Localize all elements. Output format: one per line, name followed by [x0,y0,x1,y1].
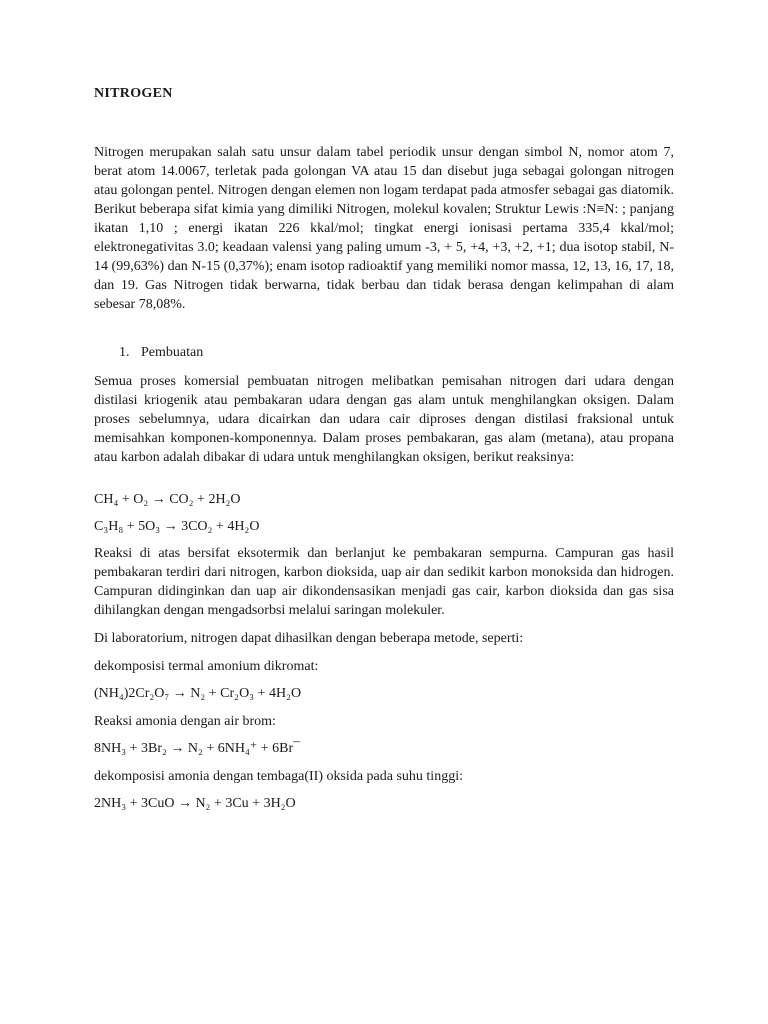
equation-ammonia-bromine: 8NH₃ + 3Br₂ → N₂ + 6NH₄⁺ + 6Br¯ [94,741,301,756]
process-paragraph: Semua proses komersial pembuatan nitrogen melibatkan pemisahan nitrogen dari udara dengan distilasi kriogenik atau pembakaran udara dengan gas alam untuk menghilangkan oksigen. Dalam proses sebelumnya, udara dicairkan dan udara cair diproses dengan distilasi fraksional untuk memisahkan komponen-komponennya. Dalam proses pembakaran, gas alam (metana), atau propana atau karbon adalah dibakar di udara untuk menghilangkan oksigen, berikut reaksinya: [94,374,674,465]
section-heading [119,343,203,362]
section-title: Pembuatan [141,345,204,360]
decomposition-dichromate-label: dekomposisi termal amonium dikromat: [94,659,319,674]
section-number: 1. [119,345,130,360]
reaction-paragraph: Reaksi di atas bersifat eksotermik dan berlanjut ke pembakaran sempurna. Campuran gas hasil pembakaran terdiri dari nitrogen, karbon dioksida, uap air dan sedikit karbon monoksida dan hidrogen. Campuran didinginkan dan uap air dikondensasikan menjadi gas cair, karbon dioksida dan gas sisa dihilangkan dengan mengadsorbsi melalui saringan molekuler. [94,546,674,618]
intro-paragraph: Nitrogen merupakan salah satu unsur dalam tabel periodik unsur dengan simbol N, nomor atom 7, berat atom 14.0067, terletak pada golongan VA atau 15 dan disebut juga sebagai golongan nitrogen atau golongan pentel. Nitrogen dengan elemen non logam terdapat pada atmosfer sebagai gas diatomik. Berikut beberapa sifat kimia yang dimiliki Nitrogen, molekul kovalen; Struktur Lewis :N≡N: ; panjang ikatan 1,10 ; energi ikatan 226 kkal/mol; tingkat energi ionisasi pertama 335,4 kkal/mol; elektronegativitas 3.0; keadaan valensi yang paling umum -3, + 5, +4, +3, +2, +1; dua isotop stabil, N-14 (99,63%) dan N-15 (0,37%); enam isotop radioaktif yang memiliki nomor massa, 12, 13, 16, 17, 18, dan 19. Gas Nitrogen tidak berwarna, tidak berbau dan tidak berasa dengan kelimpahan di alam sebesar 78,08%. [94,145,674,312]
ammonia-bromine-label: Reaksi amonia dengan air brom: [94,714,276,729]
equation-copper-oxide: 2NH₃ + 3CuO → N₂ + 3Cu + 3H₂O [94,796,296,811]
equation-propane: C₃H₈ + 5O₃ → 3CO₂ + 4H₂O [94,519,260,534]
equation-dichromate: (NH₄)2Cr₂O₇ → N₂ + Cr₂O₃ + 4H₂O [94,686,302,701]
laboratory-text: Di laboratorium, nitrogen dapat dihasilkan dengan beberapa metode, seperti: [94,631,524,646]
document-title: NITROGEN [94,86,173,101]
equation-methane: CH₄ + O₂ → CO₂ + 2H₂O [94,492,241,507]
decomposition-copper-oxide-label: dekomposisi amonia dengan tembaga(II) oksida pada suhu tinggi: [94,769,463,784]
